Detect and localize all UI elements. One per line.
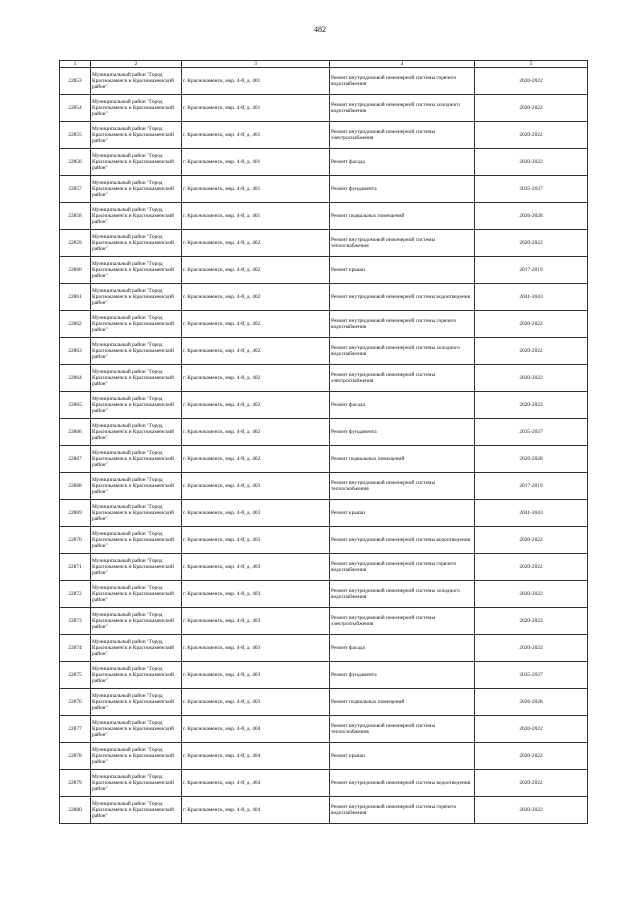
municipality-cell: Муниципальный район "Город Краснокаменск и Краснокаменский район"	[91, 365, 182, 392]
period-cell: 2020-2022	[475, 365, 588, 392]
row-number: 22862	[60, 311, 91, 338]
table-row	[60, 257, 588, 284]
row-number: 22867	[60, 446, 91, 473]
address-cell: г. Краснокаменск, мкр. 4-й, д. 402	[182, 311, 330, 338]
table-row	[60, 500, 588, 527]
column-number: 1	[60, 61, 91, 68]
address-cell: г. Краснокаменск, мкр. 4-й, д. 402	[182, 338, 330, 365]
municipality-cell: Муниципальный район "Город Краснокаменск и Краснокаменский район"	[91, 689, 182, 716]
work-type-cell: Ремонт крыши	[330, 500, 475, 527]
row-number: 22875	[60, 662, 91, 689]
table-row	[60, 68, 588, 95]
work-type-cell: Ремонт внутридомовой инженерной системы водоотведения	[330, 284, 475, 311]
municipality-cell: Муниципальный район "Город Краснокаменск и Краснокаменский район"	[91, 176, 182, 203]
municipality-cell: Муниципальный район "Город Краснокаменск и Краснокаменский район"	[91, 122, 182, 149]
table-row	[60, 743, 588, 770]
row-number: 22857	[60, 176, 91, 203]
work-type-cell: Ремонт внутридомовой инженерной системы электроснабжения	[330, 122, 475, 149]
municipality-cell: Муниципальный район "Город Краснокаменск и Краснокаменский район"	[91, 743, 182, 770]
municipality-cell: Муниципальный район "Город Краснокаменск и Краснокаменский район"	[91, 797, 182, 824]
municipality-cell: Муниципальный район "Город Краснокаменск и Краснокаменский район"	[91, 608, 182, 635]
period-cell: 2020-2022	[475, 770, 588, 797]
address-cell: г. Краснокаменск, мкр. 4-й, д. 402	[182, 257, 330, 284]
address-cell: г. Краснокаменск, мкр. 4-й, д. 402	[182, 365, 330, 392]
work-type-cell: Ремонт внутридомовой инженерной системы теплоснабжения	[330, 230, 475, 257]
address-cell: г. Краснокаменск, мкр. 4-й, д. 403	[182, 689, 330, 716]
row-number: 22870	[60, 527, 91, 554]
municipality-cell: Муниципальный район "Город Краснокаменск и Краснокаменский район"	[91, 392, 182, 419]
period-cell: 2020-2022	[475, 716, 588, 743]
work-type-cell: Ремонт подвальных помещений	[330, 203, 475, 230]
work-type-cell: Ремонт внутридомовой инженерной системы теплоснабжения	[330, 716, 475, 743]
municipality-cell: Муниципальный район "Город Краснокаменск и Краснокаменский район"	[91, 338, 182, 365]
table-row	[60, 311, 588, 338]
row-number: 22864	[60, 365, 91, 392]
column-number: 4	[330, 61, 475, 68]
row-number: 22872	[60, 581, 91, 608]
municipality-cell: Муниципальный район "Город Краснокаменск и Краснокаменский район"	[91, 716, 182, 743]
address-cell: г. Краснокаменск, мкр. 4-й, д. 403	[182, 554, 330, 581]
table-row	[60, 770, 588, 797]
period-cell: 2041-2043	[475, 500, 588, 527]
period-cell: 2035-2037	[475, 662, 588, 689]
period-cell: 2020-2022	[475, 608, 588, 635]
municipality-cell: Муниципальный район "Город Краснокаменск и Краснокаменский район"	[91, 311, 182, 338]
address-cell: г. Краснокаменск, мкр. 4-й, д. 402	[182, 284, 330, 311]
municipality-cell: Муниципальный район "Город Краснокаменск и Краснокаменский район"	[91, 419, 182, 446]
address-cell: г. Краснокаменск, мкр. 4-й, д. 402	[182, 446, 330, 473]
row-number: 22865	[60, 392, 91, 419]
address-cell: г. Краснокаменск, мкр. 4-й, д. 402	[182, 392, 330, 419]
period-cell: 2020-2022	[475, 230, 588, 257]
row-number: 22855	[60, 122, 91, 149]
row-number: 22869	[60, 500, 91, 527]
municipality-cell: Муниципальный район "Город Краснокаменск и Краснокаменский район"	[91, 203, 182, 230]
period-cell: 2020-2022	[475, 554, 588, 581]
period-cell: 2017-2019	[475, 257, 588, 284]
row-number: 22866	[60, 419, 91, 446]
municipality-cell: Муниципальный район "Город Краснокаменск и Краснокаменский район"	[91, 284, 182, 311]
address-cell: г. Краснокаменск, мкр. 4-й, д. 403	[182, 662, 330, 689]
address-cell: г. Краснокаменск, мкр. 4-й, д. 404	[182, 716, 330, 743]
municipality-cell: Муниципальный район "Город Краснокаменск и Краснокаменский район"	[91, 500, 182, 527]
work-type-cell: Ремонт внутридомовой инженерной системы холодного водоснабжения	[330, 95, 475, 122]
row-number: 22879	[60, 770, 91, 797]
repair-register-table	[59, 60, 588, 824]
row-number: 22859	[60, 230, 91, 257]
period-cell: 2020-2022	[475, 68, 588, 95]
period-cell: 2017-2019	[475, 473, 588, 500]
table-row	[60, 365, 588, 392]
table-row	[60, 635, 588, 662]
table-row	[60, 662, 588, 689]
address-cell: г. Краснокаменск, мкр. 4-й, д. 403	[182, 635, 330, 662]
row-number: 22876	[60, 689, 91, 716]
work-type-cell: Ремонт внутридомовой инженерной системы водоотведения	[330, 527, 475, 554]
address-cell: г. Краснокаменск, мкр. 4-й, д. 404	[182, 797, 330, 824]
work-type-cell: Ремонт фундамента	[330, 176, 475, 203]
row-number: 22856	[60, 149, 91, 176]
work-type-cell: Ремонт внутридомовой инженерной системы горячего водоснабжения	[330, 68, 475, 95]
address-cell: г. Краснокаменск, мкр. 4-й, д. 401	[182, 122, 330, 149]
row-number: 22868	[60, 473, 91, 500]
work-type-cell: Ремонт внутридомовой инженерной системы горячего водоснабжения	[330, 797, 475, 824]
table-row	[60, 581, 588, 608]
period-cell: 2026-2028	[475, 446, 588, 473]
period-cell: 2020-2022	[475, 635, 588, 662]
row-number: 22854	[60, 95, 91, 122]
work-type-cell: Ремонт внутридомовой инженерной системы горячего водоснабжения	[330, 554, 475, 581]
row-number: 22873	[60, 608, 91, 635]
period-cell: 2020-2022	[475, 149, 588, 176]
period-cell: 2020-2022	[475, 797, 588, 824]
period-cell: 2020-2022	[475, 743, 588, 770]
work-type-cell: Ремонт фасада	[330, 149, 475, 176]
table-row	[60, 203, 588, 230]
address-cell: г. Краснокаменск, мкр. 4-й, д. 401	[182, 149, 330, 176]
table-row	[60, 338, 588, 365]
table-row	[60, 284, 588, 311]
period-cell: 2020-2022	[475, 527, 588, 554]
work-type-cell: Ремонт внутридомовой инженерной системы холодного водоснабжения	[330, 338, 475, 365]
row-number: 22877	[60, 716, 91, 743]
address-cell: г. Краснокаменск, мкр. 4-й, д. 403	[182, 527, 330, 554]
work-type-cell: Ремонт крыши	[330, 257, 475, 284]
column-number-row	[60, 61, 588, 68]
row-number: 22880	[60, 797, 91, 824]
address-cell: г. Краснокаменск, мкр. 4-й, д. 402	[182, 419, 330, 446]
address-cell: г. Краснокаменск, мкр. 4-й, д. 403	[182, 500, 330, 527]
address-cell: г. Краснокаменск, мкр. 4-й, д. 401	[182, 68, 330, 95]
period-cell: 2020-2022	[475, 392, 588, 419]
column-number: 3	[182, 61, 330, 68]
work-type-cell: Ремонт фасада	[330, 392, 475, 419]
work-type-cell: Ремонт фундамента	[330, 419, 475, 446]
work-type-cell: Ремонт внутридомовой инженерной системы водоотведения	[330, 770, 475, 797]
table-row	[60, 122, 588, 149]
period-cell: 2035-2037	[475, 176, 588, 203]
table-row	[60, 527, 588, 554]
period-cell: 2020-2022	[475, 338, 588, 365]
column-number: 2	[91, 61, 182, 68]
period-cell: 2020-2022	[475, 581, 588, 608]
table-row	[60, 608, 588, 635]
municipality-cell: Муниципальный район "Город Краснокаменск и Краснокаменский район"	[91, 635, 182, 662]
row-number: 22861	[60, 284, 91, 311]
table-row	[60, 149, 588, 176]
row-number: 22878	[60, 743, 91, 770]
address-cell: г. Краснокаменск, мкр. 4-й, д. 403	[182, 473, 330, 500]
work-type-cell: Ремонт фундамента	[330, 662, 475, 689]
municipality-cell: Муниципальный район "Город Краснокаменск и Краснокаменский район"	[91, 68, 182, 95]
municipality-cell: Муниципальный район "Город Краснокаменск и Краснокаменский район"	[91, 149, 182, 176]
municipality-cell: Муниципальный район "Город Краснокаменск и Краснокаменский район"	[91, 473, 182, 500]
table-row	[60, 554, 588, 581]
address-cell: г. Краснокаменск, мкр. 4-й, д. 403	[182, 608, 330, 635]
address-cell: г. Краснокаменск, мкр. 4-й, д. 401	[182, 203, 330, 230]
table-row	[60, 95, 588, 122]
period-cell: 2041-2043	[475, 284, 588, 311]
address-cell: г. Краснокаменск, мкр. 4-й, д. 403	[182, 581, 330, 608]
work-type-cell: Ремонт фасада	[330, 635, 475, 662]
table-row	[60, 446, 588, 473]
table-row	[60, 392, 588, 419]
row-number: 22853	[60, 68, 91, 95]
row-number: 22871	[60, 554, 91, 581]
municipality-cell: Муниципальный район "Город Краснокаменск и Краснокаменский район"	[91, 527, 182, 554]
row-number: 22874	[60, 635, 91, 662]
table-row	[60, 797, 588, 824]
table-row	[60, 716, 588, 743]
table-row	[60, 689, 588, 716]
period-cell: 2026-2028	[475, 689, 588, 716]
row-number: 22863	[60, 338, 91, 365]
municipality-cell: Муниципальный район "Город Краснокаменск и Краснокаменский район"	[91, 770, 182, 797]
municipality-cell: Муниципальный район "Город Краснокаменск и Краснокаменский район"	[91, 230, 182, 257]
work-type-cell: Ремонт внутридомовой инженерной системы холодного водоснабжения	[330, 581, 475, 608]
period-cell: 2020-2022	[475, 95, 588, 122]
work-type-cell: Ремонт внутридомовой инженерной системы электроснабжения	[330, 608, 475, 635]
work-type-cell: Ремонт внутридомовой инженерной системы электроснабжения	[330, 365, 475, 392]
table-row	[60, 176, 588, 203]
period-cell: 2020-2022	[475, 311, 588, 338]
municipality-cell: Муниципальный район "Город Краснокаменск и Краснокаменский район"	[91, 95, 182, 122]
municipality-cell: Муниципальный район "Город Краснокаменск и Краснокаменский район"	[91, 662, 182, 689]
work-type-cell: Ремонт подвальных помещений	[330, 689, 475, 716]
work-type-cell: Ремонт крыши	[330, 743, 475, 770]
table-row	[60, 419, 588, 446]
work-type-cell: Ремонт внутридомовой инженерной системы горячего водоснабжения	[330, 311, 475, 338]
address-cell: г. Краснокаменск, мкр. 4-й, д. 402	[182, 230, 330, 257]
municipality-cell: Муниципальный район "Город Краснокаменск и Краснокаменский район"	[91, 581, 182, 608]
table-row	[60, 230, 588, 257]
municipality-cell: Муниципальный район "Город Краснокаменск и Краснокаменский район"	[91, 257, 182, 284]
municipality-cell: Муниципальный район "Город Краснокаменск и Краснокаменский район"	[91, 554, 182, 581]
work-type-cell: Ремонт подвальных помещений	[330, 446, 475, 473]
column-number: 5	[475, 61, 588, 68]
page-number: 482	[314, 25, 326, 34]
row-number: 22858	[60, 203, 91, 230]
work-type-cell: Ремонт внутридомовой инженерной системы теплоснабжения	[330, 473, 475, 500]
period-cell: 2026-2028	[475, 203, 588, 230]
period-cell: 2020-2022	[475, 122, 588, 149]
address-cell: г. Краснокаменск, мкр. 4-й, д. 401	[182, 95, 330, 122]
row-number: 22860	[60, 257, 91, 284]
address-cell: г. Краснокаменск, мкр. 4-й, д. 404	[182, 770, 330, 797]
period-cell: 2035-2037	[475, 419, 588, 446]
address-cell: г. Краснокаменск, мкр. 4-й, д. 404	[182, 743, 330, 770]
table-row	[60, 473, 588, 500]
address-cell: г. Краснокаменск, мкр. 4-й, д. 401	[182, 176, 330, 203]
municipality-cell: Муниципальный район "Город Краснокаменск и Краснокаменский район"	[91, 446, 182, 473]
